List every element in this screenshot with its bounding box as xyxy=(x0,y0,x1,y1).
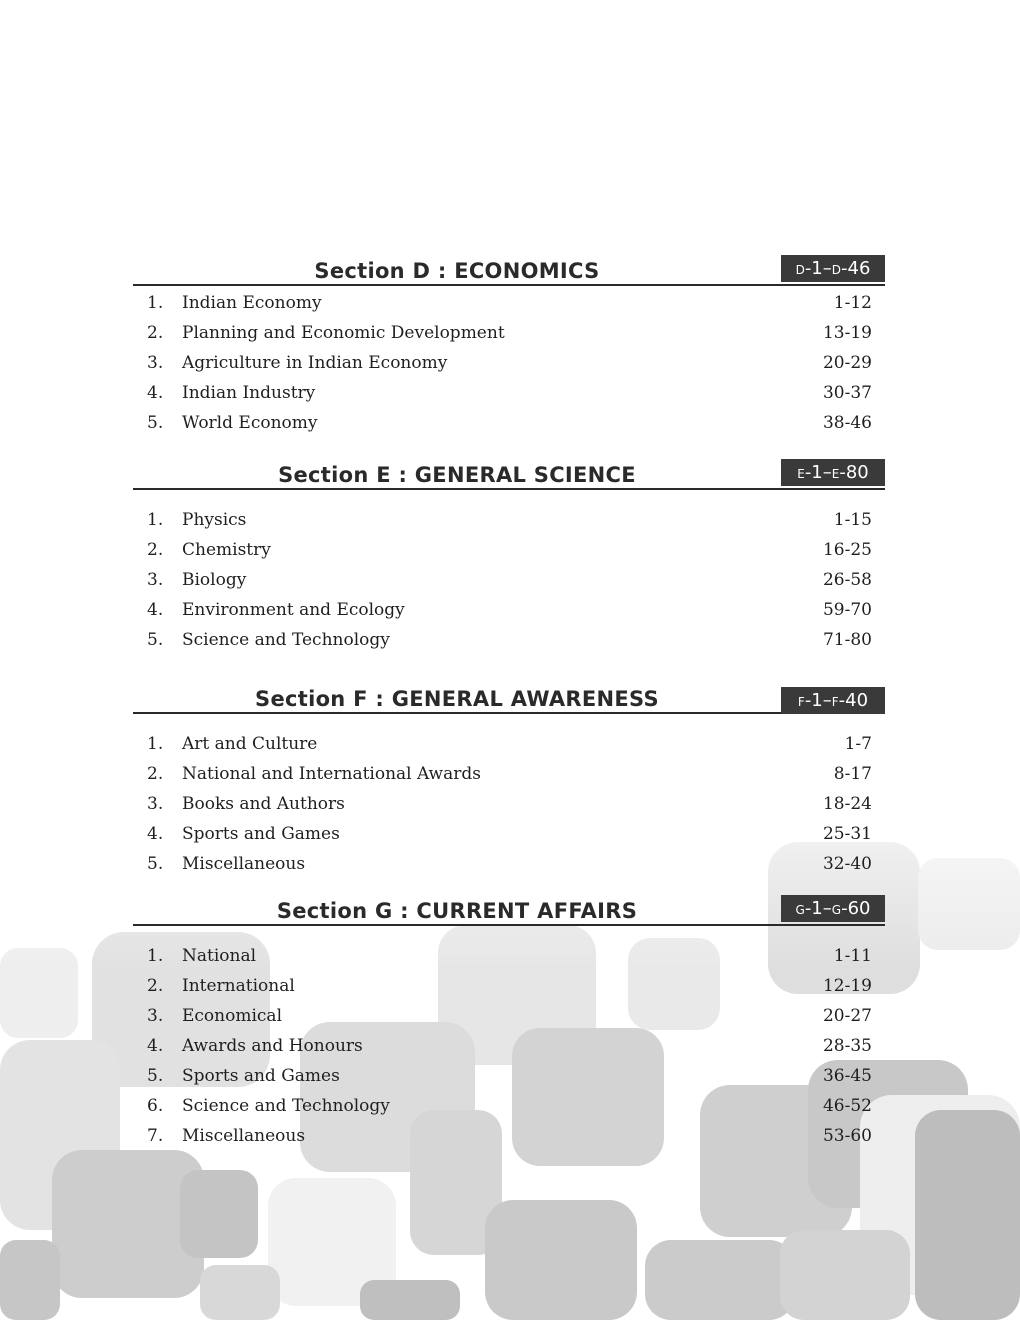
chapter-entry[interactable]: 5. Sports and Games 36-45 xyxy=(147,1066,872,1086)
chapter-entry[interactable]: 7. Miscellaneous 53-60 xyxy=(147,1126,872,1146)
section-header xyxy=(133,894,885,926)
section-title: Section F : GENERAL AWARENESS xyxy=(255,687,659,711)
chapter-entry[interactable]: 5. World Economy 38-46 xyxy=(147,413,872,433)
section-title: Section D : ECONOMICS xyxy=(314,259,600,283)
chapter-entry[interactable]: 4. Indian Industry 30-37 xyxy=(147,383,872,403)
chapter-entry[interactable]: 6. Science and Technology 46-52 xyxy=(147,1096,872,1116)
section-title: Section E : GENERAL SCIENCE xyxy=(278,463,636,487)
chapter-entry[interactable]: 2. National and International Awards 8-17 xyxy=(147,764,872,784)
chapter-entry[interactable]: 1. Physics 1-15 xyxy=(147,510,872,530)
section-page-range: F-1–F-40 xyxy=(781,687,885,714)
chapter-entry[interactable]: 4. Awards and Honours 28-35 xyxy=(147,1036,872,1056)
chapter-entry[interactable]: 2. Planning and Economic Development 13-19 xyxy=(147,323,872,343)
chapter-entry[interactable]: 1. Art and Culture 1-7 xyxy=(147,734,872,754)
section-page-range: G-1–G-60 xyxy=(781,895,885,922)
chapter-entry[interactable]: 4. Sports and Games 25-31 xyxy=(147,824,872,844)
chapter-entry[interactable]: 3. Biology 26-58 xyxy=(147,570,872,590)
section-d xyxy=(133,254,885,438)
chapter-list xyxy=(133,941,885,1151)
chapter-entry[interactable]: 1. National 1-11 xyxy=(147,946,872,966)
chapter-entry[interactable]: 2. Chemistry 16-25 xyxy=(147,540,872,560)
section-page-range: D-1–D-46 xyxy=(781,255,885,282)
chapter-entry[interactable]: 5. Miscellaneous 32-40 xyxy=(147,854,872,874)
chapter-list xyxy=(133,288,885,438)
chapter-entry[interactable]: 3. Books and Authors 18-24 xyxy=(147,794,872,814)
chapter-list xyxy=(133,505,885,655)
section-header xyxy=(133,682,885,714)
section-title: Section G : CURRENT AFFAIRS xyxy=(276,899,638,923)
section-f xyxy=(133,682,885,879)
chapter-list xyxy=(133,729,885,879)
chapter-entry[interactable]: 4. Environment and Ecology 59-70 xyxy=(147,600,872,620)
section-header xyxy=(133,254,885,286)
chapter-entry[interactable]: 3. Economical 20-27 xyxy=(147,1006,872,1026)
chapter-entry[interactable]: 2. International 12-19 xyxy=(147,976,872,996)
section-header xyxy=(133,458,885,490)
chapter-entry[interactable]: 5. Science and Technology 71-80 xyxy=(147,630,872,650)
section-page-range: E-1–E-80 xyxy=(781,459,885,486)
chapter-entry[interactable]: 1. Indian Economy 1-12 xyxy=(147,293,872,313)
section-e xyxy=(133,458,885,655)
chapter-entry[interactable]: 3. Agriculture in Indian Economy 20-29 xyxy=(147,353,872,373)
section-g xyxy=(133,894,885,1151)
